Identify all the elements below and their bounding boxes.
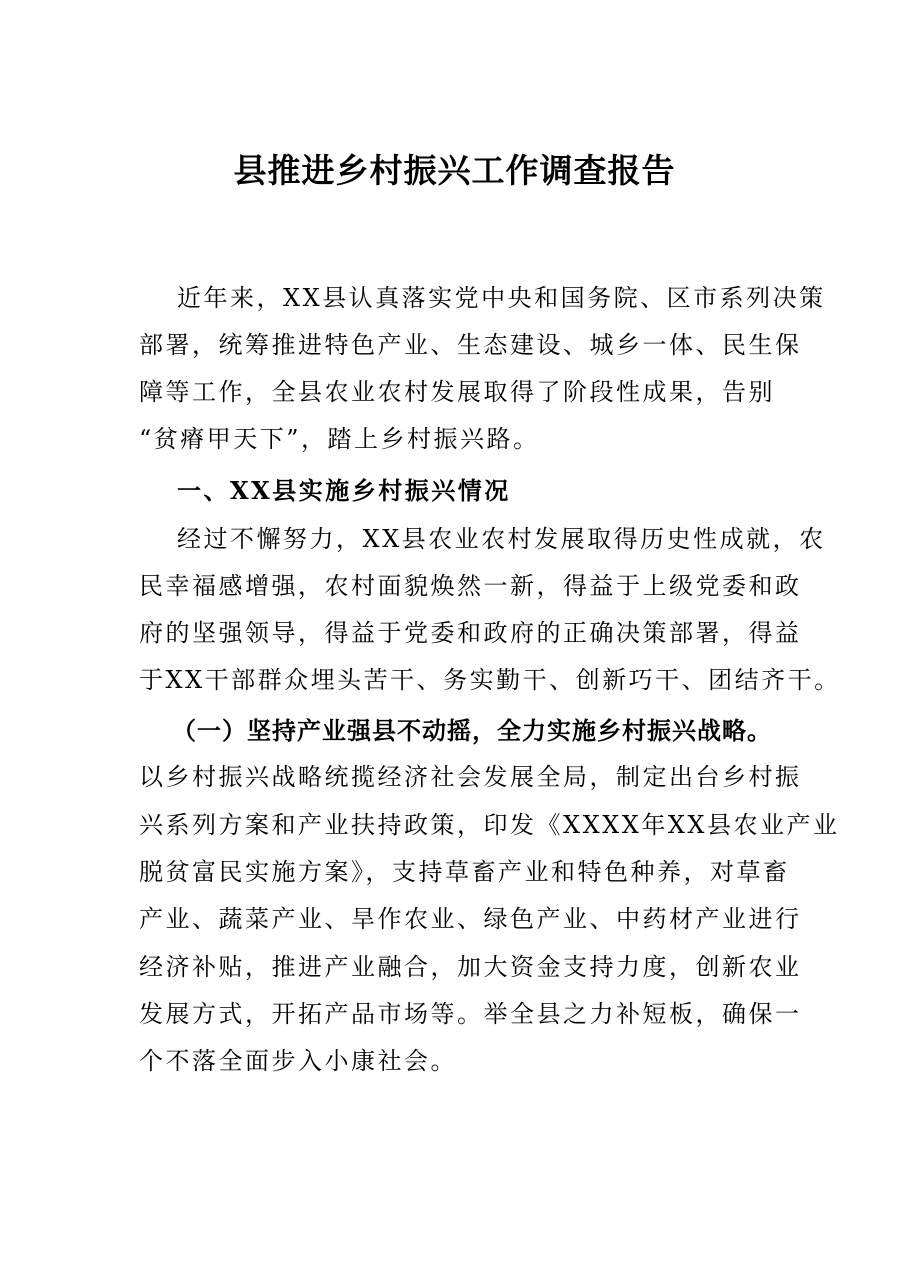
- section-1-line-3: 府的坚强领导，得益于党委和政府的正确决策部署，得益: [139, 619, 802, 647]
- subsection-1-line-3: 脱贫富民实施方案》，支持草畜产业和特色种养，对草畜: [139, 858, 790, 886]
- intro-line-2: 部署，统筹推进特色产业、生态建设、城乡一体、民生保: [139, 331, 802, 359]
- section-1-line-1: 经过不懈努力，XX县农业农村发展取得历史性成就，农: [177, 525, 826, 553]
- intro-line-1: 近年来，XX县认真落实党中央和国务院、区市系列决策: [177, 284, 826, 312]
- subsection-1-line-2: 兴系列方案和产业扶持政策，印发《XXXX年XX县农业产业: [139, 811, 840, 839]
- section-1-heading: 一、XX县实施乡村振兴情况: [177, 476, 511, 505]
- section-1-line-2: 民幸福感增强，农村面貌焕然一新，得益于上级党委和政: [139, 572, 802, 600]
- intro-line-3: 障等工作，全县农业农村发展取得了阶段性成果，告别: [139, 378, 775, 406]
- document-title: 县推进乡村振兴工作调查报告: [233, 151, 676, 190]
- subsection-1-line-5: 经济补贴，推进产业融合，加大资金支持力度，创新农业: [139, 953, 802, 981]
- subsection-1-line-6: 发展方式，开拓产品市场等。举全县之力补短板，确保一: [139, 1000, 802, 1028]
- subsection-1-line-7: 个不落全面步入小康社会。: [139, 1047, 457, 1075]
- subsection-1-line-1: 以乡村振兴战略统揽经济社会发展全局，制定出台乡村振: [139, 763, 802, 791]
- subsection-1-heading: （一）坚持产业强县不动摇，全力实施乡村振兴战略。: [172, 716, 772, 745]
- section-1-line-4: 于XX干部群众埋头苦干、务实勤干、创新巧干、团结齐干。: [139, 666, 841, 694]
- subsection-1-line-4: 产业、蔬菜产业、旱作农业、绿色产业、中药材产业进行: [139, 905, 802, 933]
- intro-line-4: “贫瘠甲天下”，踏上乡村振兴路。: [139, 425, 540, 453]
